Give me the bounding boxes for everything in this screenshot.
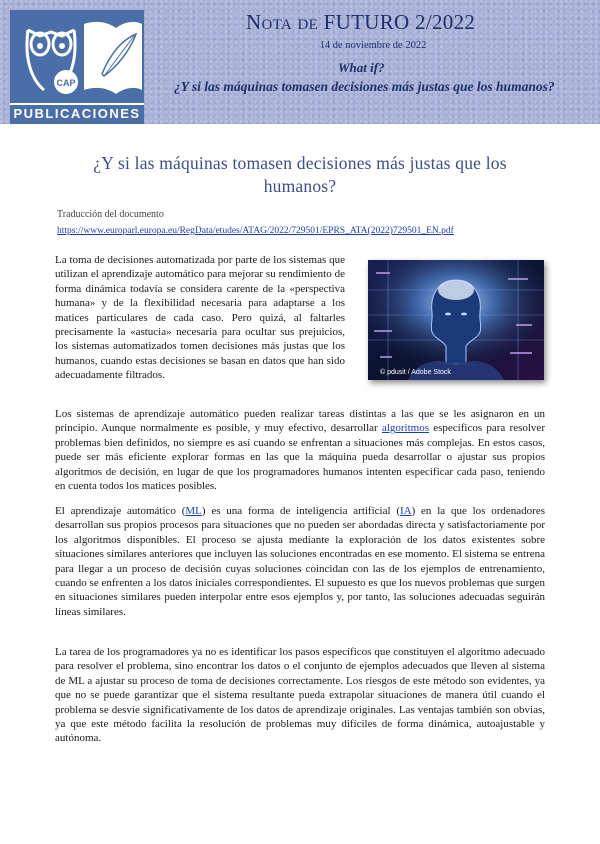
series-label: What if? <box>338 60 385 75</box>
image-credit: © pdusit / Adobe Stock <box>380 369 451 376</box>
paragraph-2 <box>55 407 545 493</box>
ml-link[interactable]: ML <box>185 505 202 517</box>
header-banner <box>0 0 600 124</box>
logo-abbrev: CAP <box>56 78 76 88</box>
owl-book-icon <box>10 10 144 103</box>
paragraph-2-text-a: Los sistemas de aprendizaje automático pueden realizar tareas distintas a las que se les asignaron en un principio. Aunque normalmente es posible, y muy efectivo, desarrollar <box>55 408 545 435</box>
algorithms-link[interactable]: algoritmos <box>381 422 429 435</box>
logo-emblem <box>10 10 144 103</box>
article-title: ¿Y si las máquinas tomasen decisiones más justas que los humanos? <box>93 153 507 196</box>
header-question: ¿Y si las máquinas tomasen decisiones más justas que los humanos? <box>174 79 555 94</box>
paragraph-4: La tarea de los programadores ya no es identificar los pasos específicos que constituyen el algoritmo adecuado para resolver el problema, sino encontrar los datos o el conjunto de ejemplos adecuados que lleven al sistema de ML a ajustar su proceso de toma de decisiones correctamente. Los riesgos de este método son evidentes, ya que no se puede garantizar que el sistema resultante pueda extrapolar situaciones de manera útil cuando el problema se desvíe significativamente de los datos de aprendizaje originales. Las ventajas también son obvias, ya que este método facilita la resolución de problemas muy difíciles de forma dinámica, autoajustable y autónoma. <box>55 646 545 745</box>
ia-link[interactable]: IA <box>399 505 412 517</box>
paragraph-3 <box>55 504 545 619</box>
paragraph-3-text-a: El aprendizaje automático ( <box>55 505 186 517</box>
translation-note: Traducción del documento <box>57 209 164 220</box>
logo-label: PUBLICACIONES <box>13 106 141 121</box>
paragraph-intro: La toma de decisiones automatizada por parte de los sistemas que utilizan el aprendizaje automático para mejorar su rendimiento de forma dinámica todavía se considera carente de la «perspectiva humana» y de la flexibilidad necesaria para adaptarse a los matices particulares de cada caso. Pero quizá, al faltarles precisamente la «astucia» necesaria para ocultar sus prejuicios, los sistemas automatizados tomen decisiones más justas que los humanos, cuando estas decisiones se basan en datos que han sido adecuadamente filtrados. <box>55 254 345 382</box>
digital-head-icon <box>368 260 544 380</box>
paragraph-3-text-c: ) en la que los ordenadores desarrollan sus propios procesos para situaciones que no pueden ser abordadas directa y satisfactoriamente por los algoritmos disponibles. El proceso se ajusta mediante la exploración de los datos existentes sobre situaciones similares anteriores que incluyen las soluciones encontradas en ese momento. El sistema se entrena para llegar a un proceso de decisión cuyas soluciones coincidan con las de los ejemplos de entrenamiento, cuando se enfrenten a los datos iniciales correspondientes. El supuesto es que los nuevos problemas que surgen en situaciones similares pueden interpolar entre esos ejemplos y, por tanto, las soluciones adecuadas seguirán líneas similares. <box>55 505 545 618</box>
paragraph-2-text-b: específicos para resolver problemas bien definidos, no siempre es así cuando se enfrentan a situaciones más complejas. En estos casos, puede ser más eficiente explorar formas en las que la máquina pueda desarrollar o ajustar sus propios algoritmos de decisión, en lugar de que los programadores humanos intenten especificar cada paso, teniendo en cuenta todos los matices posibles. <box>55 422 545 493</box>
paragraph-3-text-b: ) es una forma de inteligencia artificial ( <box>201 505 400 517</box>
note-date: 14 de noviembre de 2022 <box>319 40 427 51</box>
note-title: Nota de FUTURO 2/2022 <box>246 10 476 34</box>
source-link[interactable]: https://www.europarl.europa.eu/RegData/etudes/ATAG/2022/729501/EPRS_ATA(2022)729501_EN.pdf <box>57 226 454 236</box>
cap-logo <box>10 10 144 124</box>
ai-head-image <box>368 260 544 380</box>
